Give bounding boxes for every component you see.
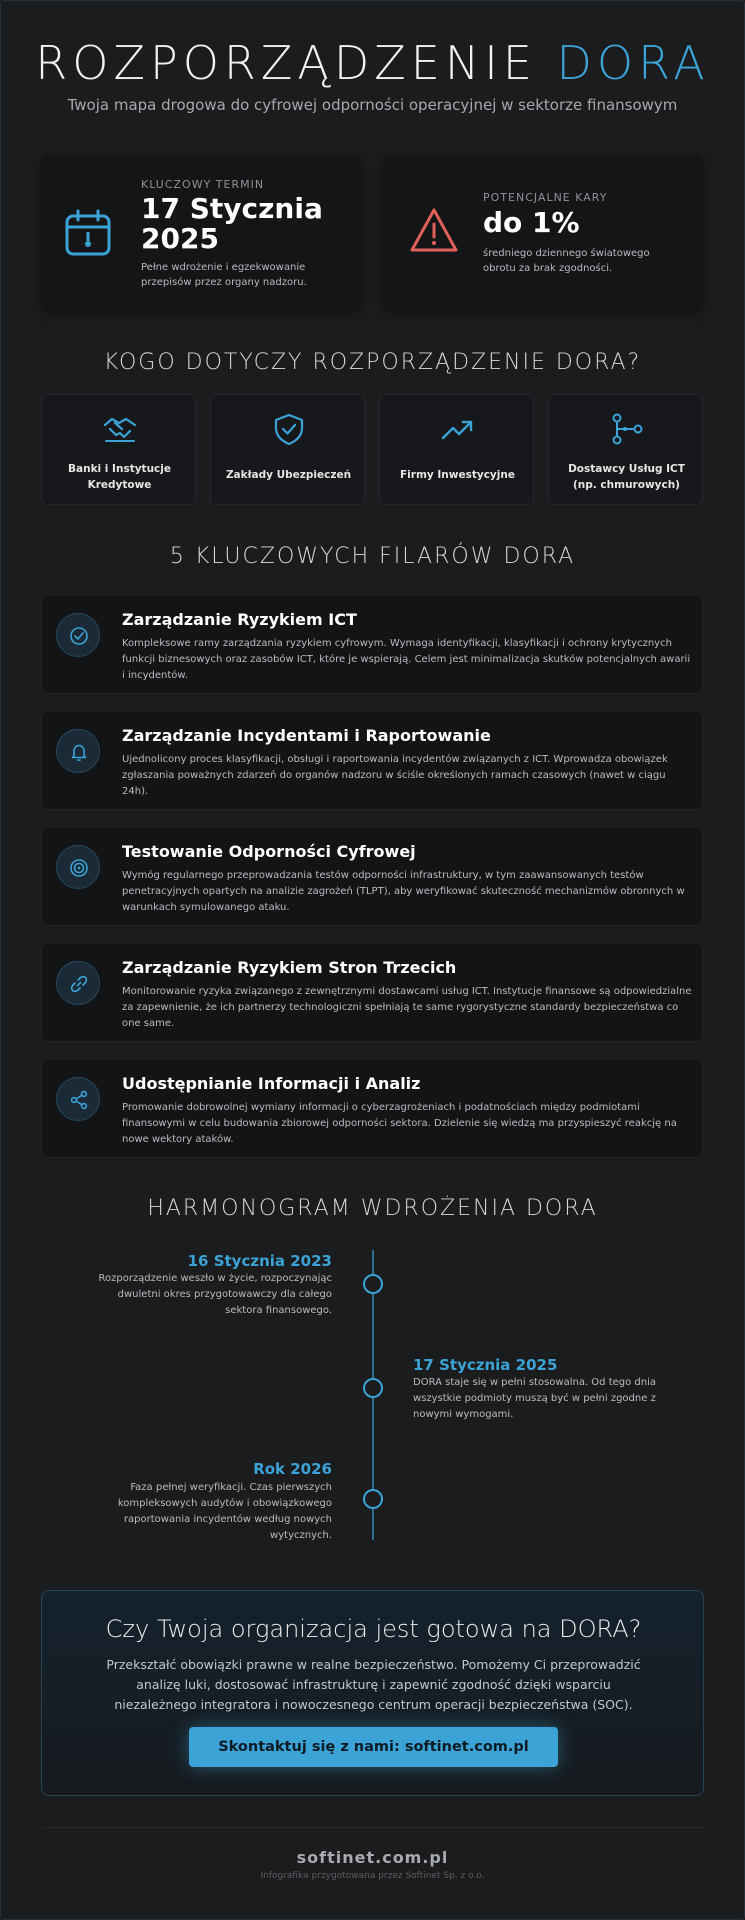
sector-investment [379, 394, 534, 505]
pillar-description: Kompleksowe ramy zarządzania ryzykiem cyfrowym. Wymaga identyfikacji, klasyfikacji i ochrony krytycznych funkcji biznesowych oraz zasobów ICT, które je wspierają. Celem jest minimalizacja skutków potencjalnych awarii i incydentów. [122, 638, 691, 681]
contact-button[interactable]: Skontaktuj się z nami: softinet.com.pl [189, 1727, 558, 1767]
stat-value: do 1% [483, 206, 580, 239]
sector-banks [41, 394, 196, 505]
sectors-title: KOGO DOTYCZY ROZPORZĄDZENIE DORA? [103, 350, 642, 375]
pillar-title: Zarządzanie Ryzykiem Stron Trzecich [122, 958, 457, 977]
footer-note: Infografika przygotowana przez Softinet Sp. z o.o. [260, 1871, 485, 1881]
footer-brand[interactable]: softinet.com.pl [296, 1848, 449, 1867]
pillar-card [41, 943, 703, 1042]
pillar-title: Zarządzanie Incydentami i Raportowanie [122, 726, 491, 745]
link-icon [69, 974, 89, 994]
stat-label: KLUCZOWY TERMIN [141, 178, 265, 191]
pillar-title: Zarządzanie Ryzykiem ICT [122, 610, 357, 629]
pillar-card [41, 827, 703, 926]
shield-check-icon [271, 413, 307, 445]
sector-ict-providers [548, 394, 703, 505]
pillar-icon-wrap [56, 961, 100, 1005]
sector-insurance [210, 394, 365, 505]
pillar-description: Monitorowanie ryzyka związanego z zewnętrznymi dostawcami usług ICT. Instytucje finansowe są odpowiedzialne za zapewnienie, że ich partnerzy technologiczni spełniają te same rygorystyczne standardy bezpieczeństwa co one same. [122, 986, 692, 1029]
footer-divider [41, 1827, 704, 1828]
title-accent: DORA [556, 36, 710, 90]
pillar-card [41, 595, 703, 694]
timeline-title: HARMONOGRAM WDROŻENIA DORA [147, 1196, 598, 1221]
pillar-icon-wrap [56, 845, 100, 889]
stat-note: średniego dziennego światowego obrotu za brak zgodności. [483, 248, 650, 274]
network-icon [609, 413, 645, 445]
sector-label: Dostawcy Usług ICT (np. chmurowych) [568, 463, 685, 491]
stat-value: 17 Stycznia 2025 [141, 192, 323, 255]
calendar-icon [63, 208, 113, 258]
pillar-card [41, 711, 703, 810]
pillars-title: 5 KLUCZOWYCH FILARÓW DORA [169, 544, 576, 569]
pillar-description: Ujednolicony proces klasyfikacji, obsługi i raportowania incydentów związanych z ICT. Wprowadza obowiązek zgłaszania poważnych zdarzeń do organów nadzoru w ściśle określonych ramach czasowych (nawet w ciągu 24h). [122, 754, 668, 797]
stat-note: Pełne wdrożenie i egzekwowanie przepisów przez organy nadzoru. [141, 262, 307, 288]
pillar-description: Promowanie dobrowolnej wymiany informacji o cyberzagrożeniach i podatnościach między podmiotami finansowymi w celu budowania zbiorowej odporności sektora. Dzielenie się wiedzą ma przyspieszyć reakcję na nowe wektory ataków. [122, 1102, 677, 1145]
penalty-card [383, 156, 703, 311]
bell-icon [69, 742, 89, 762]
pillar-title: Udostępnianie Informacji i Analiz [122, 1074, 421, 1093]
pillar-card [41, 1059, 703, 1158]
stat-label: POTENCJALNE KARY [483, 191, 608, 204]
timeline-text: Faza pełnej weryfikacji. Czas pierwszych kompleksowych audytów i obowiązkowego raportowania incydentów według nowych wytycznych. [117, 1482, 332, 1541]
pillar-icon-wrap [56, 729, 100, 773]
page-title [0, 36, 745, 90]
pillar-title: Testowanie Odporności Cyfrowej [122, 842, 416, 861]
target-icon [69, 858, 89, 878]
check-circle-icon [69, 626, 89, 646]
timeline-text: Rozporządzenie weszło w życie, rozpoczynając dwuletni okres przygotowawczy dla całego sektora finansowego. [98, 1273, 332, 1316]
timeline-dot [363, 1378, 383, 1398]
handshake-icon [102, 413, 138, 445]
cta-title: Czy Twoja organizacja jest gotowa na DORA? [105, 1615, 642, 1643]
pillar-icon-wrap [56, 613, 100, 657]
timeline-date: Rok 2026 [253, 1460, 332, 1478]
page-subtitle: Twoja mapa drogowa do cyfrowej odporności operacyjnej w sektorze finansowym [67, 96, 678, 114]
timeline-date: 17 Stycznia 2025 [413, 1356, 558, 1374]
sector-label: Banki i Instytucje Kredytowe [68, 463, 171, 491]
cta-panel [41, 1590, 704, 1796]
cta-text: Przekształć obowiązki prawne w realne bezpieczeństwo. Pomożemy Ci przeprowadzić analizę luki, dostosować infrastrukturę i zapewnić zgodność dzięki wsparciu niezależnego integratora i nowoczesnego centrum operacji bezpieczeństwa (SOC). [106, 1657, 641, 1712]
timeline-date: 16 Stycznia 2023 [187, 1252, 332, 1270]
trend-up-icon [440, 413, 476, 445]
share-icon [69, 1090, 89, 1110]
sector-label: Zakłady Ubezpieczeń [225, 469, 352, 481]
timeline-dot [363, 1489, 383, 1509]
timeline-text: DORA staje się w pełni stosowalna. Od tego dnia wszystkie podmioty muszą być w pełni zgodne z nowymi wymogami. [413, 1377, 657, 1420]
warning-icon [409, 206, 459, 256]
sector-label: Firmy Inwestycyjne [400, 469, 515, 481]
key-deadline-card [41, 156, 361, 311]
pillar-icon-wrap [56, 1077, 100, 1121]
timeline-dot [363, 1274, 383, 1294]
title-main: ROZPORZĄDZENIE [35, 36, 557, 90]
pillar-description: Wymóg regularnego przeprowadzania testów odporności infrastruktury, w tym zaawansowanych testów penetracyjnych opartych na analizie zagrożeń (TLPT), aby weryfikować skuteczność mechanizmów obronnych w warunkach symulowanego ataku. [122, 870, 685, 913]
